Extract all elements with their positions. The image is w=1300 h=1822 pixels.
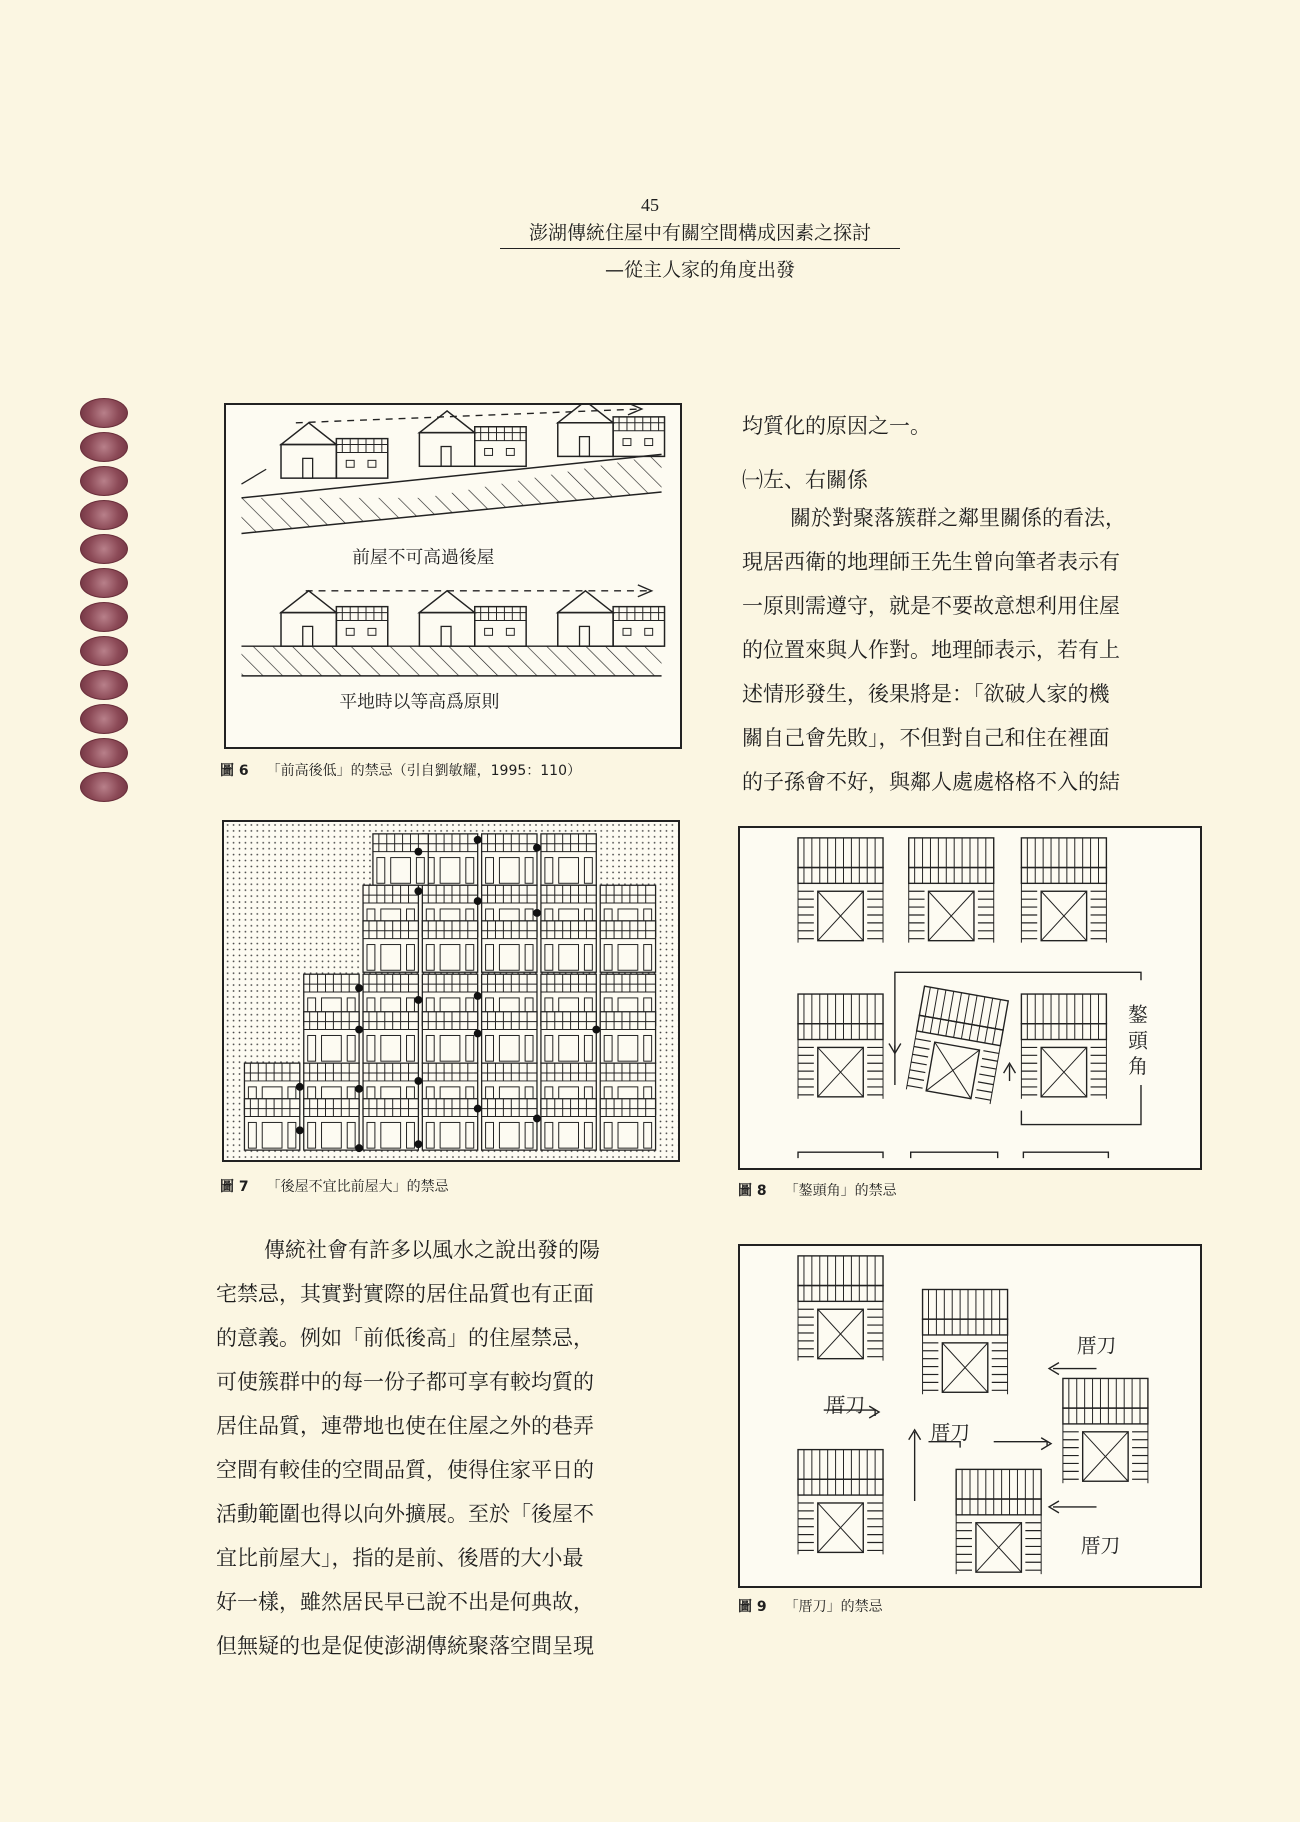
figure-6-number: 圖 6 xyxy=(220,763,249,779)
running-subtitle: —從主人家的角度出發 xyxy=(604,259,795,281)
paragraph-line: 述情形發生，後果將是：「欲破人家的機 xyxy=(742,682,1110,706)
paragraph-line: 關於對聚落簇群之鄰里關係的看法， xyxy=(790,506,1126,530)
figure-7-number: 圖 7 xyxy=(220,1179,249,1195)
paragraph-line: 的意義。例如「前低後高」的住屋禁忌， xyxy=(216,1326,594,1350)
figure-6-caption-text: 「前高後低」的禁忌（引自劉敏耀，1995：110） xyxy=(266,763,581,779)
figure-6-diagram xyxy=(224,403,682,749)
figure-9-caption-text: 「厝刀」的禁忌 xyxy=(784,1599,883,1615)
figure-8-label-char-2: 頭 xyxy=(1128,1029,1148,1053)
figure-6-illustration xyxy=(226,405,680,747)
figure-9-illustration xyxy=(740,1246,1200,1586)
figure-9-caption xyxy=(738,1596,883,1616)
figure-9-label-3: 厝刀 xyxy=(930,1421,970,1445)
figure-8-label-char-1: 鏊 xyxy=(1128,1003,1148,1027)
paragraph-line: 好一樣，雖然居民早已說不出是何典故， xyxy=(216,1590,594,1614)
figure-7-diagram xyxy=(222,820,680,1162)
figure-8-label-char-3: 角 xyxy=(1128,1055,1148,1079)
running-title: 澎湖傳統住屋中有關空間構成因素之探討 xyxy=(500,218,900,249)
figure-8-number: 圖 8 xyxy=(738,1183,767,1199)
paragraph-line: 的子孫會不好，與鄰人處處格格不入的結 xyxy=(742,770,1120,794)
paragraph-line: 但無疑的也是促使澎湖傳統聚落空間呈現 xyxy=(216,1634,594,1658)
figure-9-diagram xyxy=(738,1244,1202,1588)
figure-6-label-top: 前屋不可高過後屋 xyxy=(352,547,495,569)
paragraph-line: 現居西衛的地理師王先生曾向筆者表示有 xyxy=(742,550,1120,574)
paragraph-line: 宅禁忌，其實對實際的居住品質也有正面 xyxy=(216,1282,594,1306)
figure-8-illustration xyxy=(740,828,1200,1168)
figure-7-illustration xyxy=(224,822,678,1160)
paragraph-line: 宜比前屋大」，指的是前、後厝的大小最 xyxy=(216,1546,584,1570)
paragraph-line: 的位置來與人作對。地理師表示，若有上 xyxy=(742,638,1120,662)
figure-6-caption xyxy=(220,760,581,780)
paragraph-line: 空間有較佳的空間品質，使得住家平日的 xyxy=(216,1458,594,1482)
figure-7-caption-text: 「後屋不宜比前屋大」的禁忌 xyxy=(266,1179,449,1195)
paragraph-line: 一原則需遵守，就是不要故意想利用住屋 xyxy=(742,594,1120,618)
figure-8-diagram xyxy=(738,826,1202,1170)
paragraph-line: 傳統社會有許多以風水之說出發的陽 xyxy=(264,1238,600,1262)
page-number: 45 xyxy=(641,195,659,215)
left-column-paragraph xyxy=(216,1228,656,1668)
figure-6-label-bottom: 平地時以等高爲原則 xyxy=(339,691,500,713)
continuation-line: 均質化的原因之一。 xyxy=(742,414,931,438)
paragraph-line: 可使簇群中的每一份子都可享有較均質的 xyxy=(216,1370,594,1394)
paragraph-line: 關自己會先敗」，不但對自己和住在裡面 xyxy=(742,726,1110,750)
figure-7-caption xyxy=(220,1176,449,1196)
paragraph-line: 活動範圍也得以向外擴展。至於「後屋不 xyxy=(216,1502,594,1526)
figure-9-label-2: 厝刀 xyxy=(825,1394,866,1418)
figure-9-number: 圖 9 xyxy=(738,1599,767,1615)
section-heading: ㈠左、右關係 xyxy=(742,468,868,492)
figure-8-caption-text: 「鏊頭角」的禁忌 xyxy=(784,1183,897,1199)
paragraph-line: 居住品質，連帶地也使在住屋之外的巷弄 xyxy=(216,1414,594,1438)
figure-9-label-4: 厝刀 xyxy=(1080,1534,1121,1558)
right-column-paragraph xyxy=(742,496,1192,804)
margin-seal-decoration xyxy=(80,398,130,806)
figure-9-label-1: 厝刀 xyxy=(1076,1334,1117,1358)
figure-8-caption xyxy=(738,1180,897,1200)
right-column-continuation xyxy=(742,404,1192,448)
